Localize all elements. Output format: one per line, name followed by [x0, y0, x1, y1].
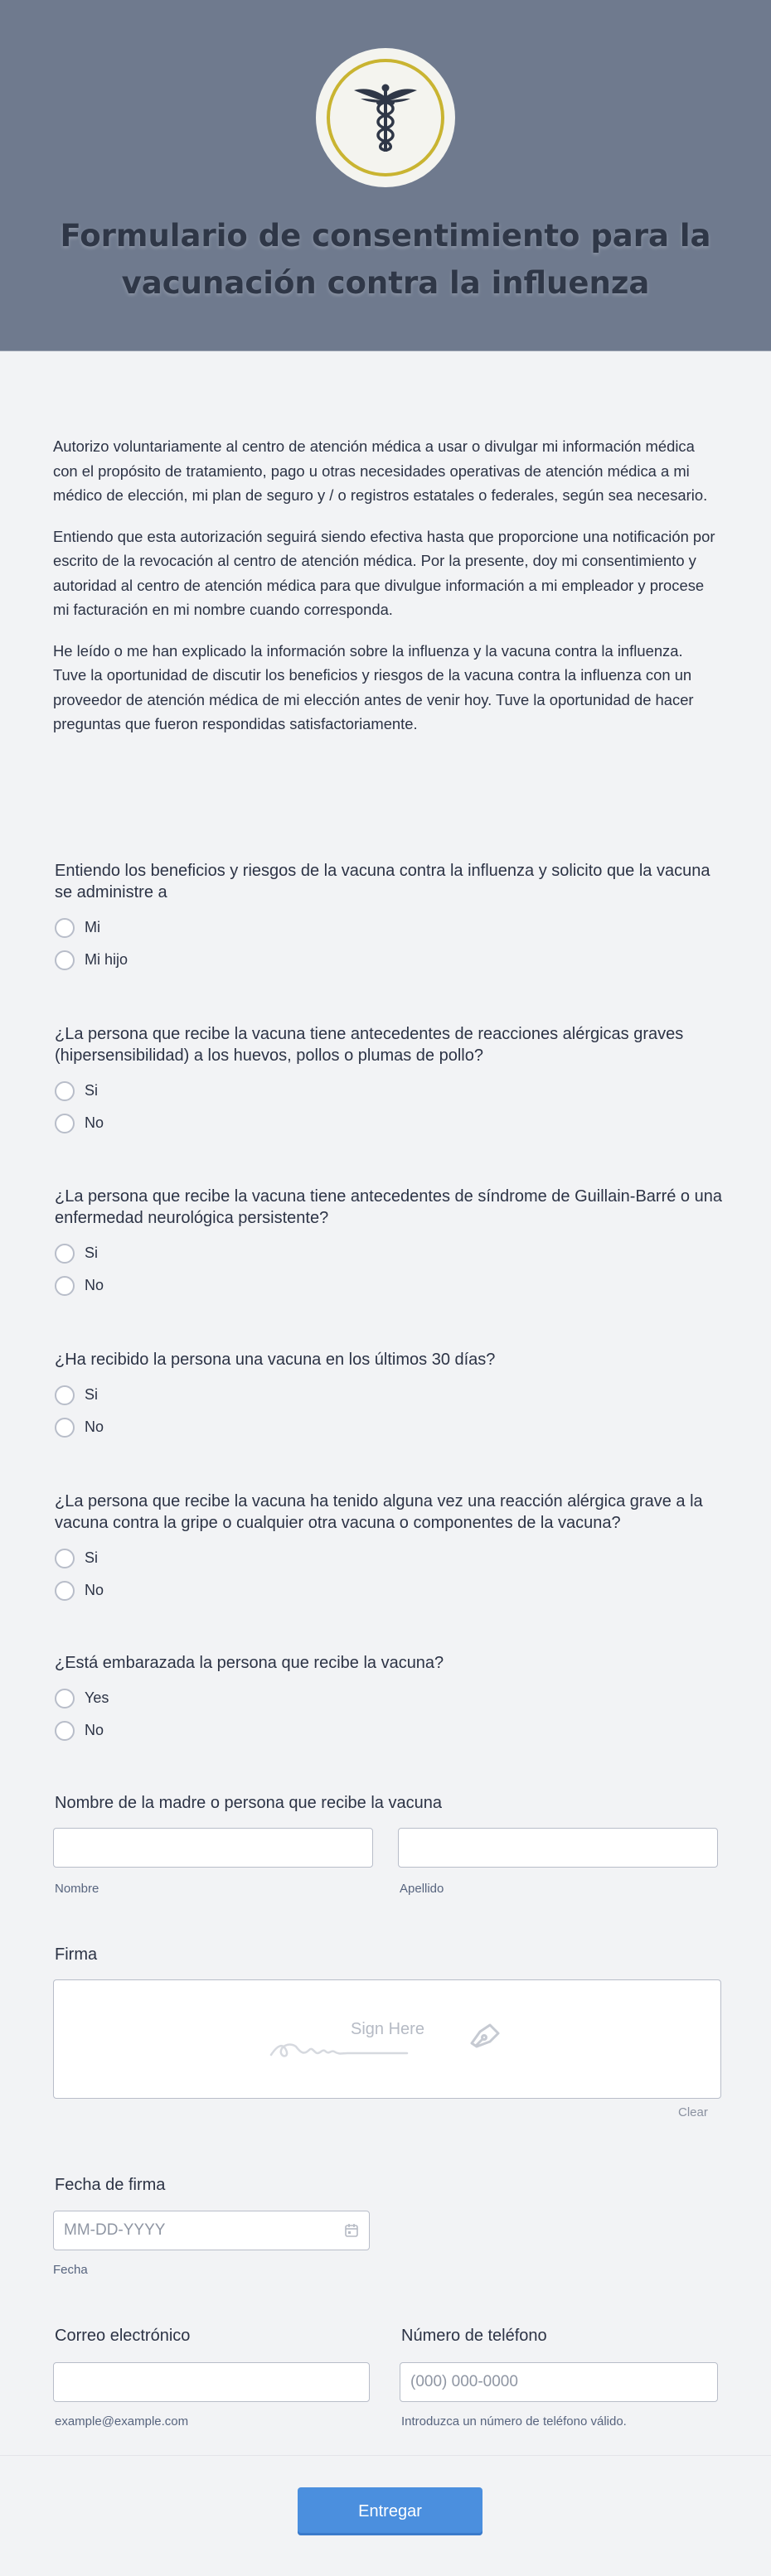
question-egg-allergy: [55, 1023, 726, 1139]
calendar-icon[interactable]: [344, 2223, 359, 2238]
question-vaccine-reaction: [55, 1491, 726, 1607]
date-placeholder: MM-DD-YYYY: [64, 2221, 166, 2239]
email-sublabel: example@example.com: [55, 2414, 189, 2429]
first-name-input[interactable]: [53, 1828, 373, 1868]
question-guillain-barre: [55, 1186, 726, 1302]
radio-button[interactable]: [55, 1385, 75, 1405]
question-label: Entiendo los beneficios y riesgos de la vacuna contra la influenza y solicito que la vacuna se administre a: [55, 862, 710, 901]
consent-paragraph: Entiendo que esta autorización seguirá siendo efectiva hasta que proporcione una notificación por escrito de la revocación al centro de atención médica. Por la presente, doy mi consentimiento y autoridad al centro de atención médica para que divulgue información a mi empleador y procese mi facturación en mi nombre cuando corresponda.: [53, 527, 715, 618]
radio-button[interactable]: [55, 1081, 75, 1101]
clear-signature-link[interactable]: Clear: [678, 2105, 708, 2119]
phone-sublabel: Introduzca un número de teléfono válido.: [401, 2414, 627, 2429]
radio-option-no[interactable]: No: [55, 1107, 726, 1139]
signature-pad[interactable]: [53, 1979, 721, 2099]
radio-option-no[interactable]: No: [55, 1269, 726, 1302]
phone-placeholder: (000) 000-0000: [410, 2373, 518, 2390]
radio-button[interactable]: [55, 1244, 75, 1264]
date-sublabel: Fecha: [53, 2263, 88, 2277]
radio-option-mi-hijo[interactable]: Mi hijo: [55, 944, 726, 976]
radio-button[interactable]: [55, 1418, 75, 1438]
consent-text: [53, 434, 718, 753]
question-label: ¿La persona que recibe la vacuna ha tenido alguna vez una reacción alérgica grave a la vacuna contra la gripe o cualquier otra vacuna o componentes de la vacuna?: [55, 1492, 703, 1532]
question-label: ¿La persona que recibe la vacuna tiene antecedentes de síndrome de Guillain-Barré o una enfermedad neurológica persistente?: [55, 1187, 722, 1227]
email-input[interactable]: [53, 2362, 370, 2402]
consent-paragraph: He leído o me han explicado la información sobre la influenza y la vacuna contra la influenza. Tuve la oportunidad de discutir los beneficios y riesgos de la vacuna contra la influenza con un proveedor de atención médica de mi elección antes de venir hoy. Tuve la oportunidad de hacer preguntas que fueron respondidas satisfactoriamente.: [53, 641, 694, 732]
email-field-label: Correo electrónico: [55, 2327, 191, 2345]
radio-option-si[interactable]: Si: [55, 1237, 726, 1269]
radio-button[interactable]: [55, 1721, 75, 1741]
name-field-label: Nombre de la madre o persona que recibe la vacuna: [55, 1794, 442, 1812]
question-recent-vaccine: [55, 1349, 726, 1443]
radio-button[interactable]: [55, 1276, 75, 1296]
date-input[interactable]: [53, 2211, 370, 2250]
signature-placeholder: Sign Here: [351, 2020, 424, 2038]
radio-button[interactable]: [55, 950, 75, 970]
radio-option-no[interactable]: No: [55, 1574, 726, 1607]
question-pregnant: [55, 1652, 726, 1747]
radio-button[interactable]: [55, 1581, 75, 1601]
fountain-pen-icon: [467, 2018, 503, 2052]
last-name-sublabel: Apellido: [400, 1882, 444, 1896]
caduceus-icon: [352, 80, 419, 155]
radio-button[interactable]: [55, 1549, 75, 1568]
consent-paragraph: Autorizo voluntariamente al centro de atención médica a usar o divulgar mi información médica con el propósito de tratamiento, pago u otras necesidades operativas de atención médica a mi médico de elección, mi plan de seguro y / o registros estatales o federales, según sea necesario.: [53, 437, 708, 504]
radio-option-si[interactable]: Si: [55, 1379, 726, 1411]
question-vaccine-recipient: [55, 860, 726, 976]
page-title: Formulario de consentimiento para la vacunación contra la influenza: [60, 218, 711, 301]
date-field-label: Fecha de firma: [55, 2176, 166, 2194]
first-name-sublabel: Nombre: [55, 1882, 99, 1896]
radio-option-mi[interactable]: Mi: [55, 911, 726, 944]
radio-button[interactable]: [55, 1114, 75, 1133]
radio-option-si[interactable]: Si: [55, 1075, 726, 1107]
signature-scribble: [268, 2028, 409, 2061]
question-label: ¿Está embarazada la persona que recibe la vacuna?: [55, 1654, 444, 1672]
radio-option-yes[interactable]: Yes: [55, 1682, 726, 1714]
radio-button[interactable]: [55, 918, 75, 938]
last-name-input[interactable]: [398, 1828, 718, 1868]
phone-input[interactable]: [400, 2362, 718, 2402]
logo: [316, 48, 455, 187]
radio-button[interactable]: [55, 1689, 75, 1708]
question-label: ¿La persona que recibe la vacuna tiene antecedentes de reacciones alérgicas graves (hipersensibilidad) a los huevos, pollos o plumas de pollo?: [55, 1025, 684, 1065]
question-label: ¿Ha recibido la persona una vacuna en los últimos 30 días?: [55, 1351, 496, 1369]
signature-label: Firma: [55, 1945, 98, 1964]
radio-option-no[interactable]: No: [55, 1714, 726, 1747]
radio-option-si[interactable]: Si: [55, 1542, 726, 1574]
phone-field-label: Número de teléfono: [401, 2327, 547, 2345]
submit-button[interactable]: Entregar: [298, 2487, 482, 2535]
divider: [0, 2455, 771, 2456]
radio-option-no[interactable]: No: [55, 1411, 726, 1443]
form-header: [0, 0, 771, 351]
